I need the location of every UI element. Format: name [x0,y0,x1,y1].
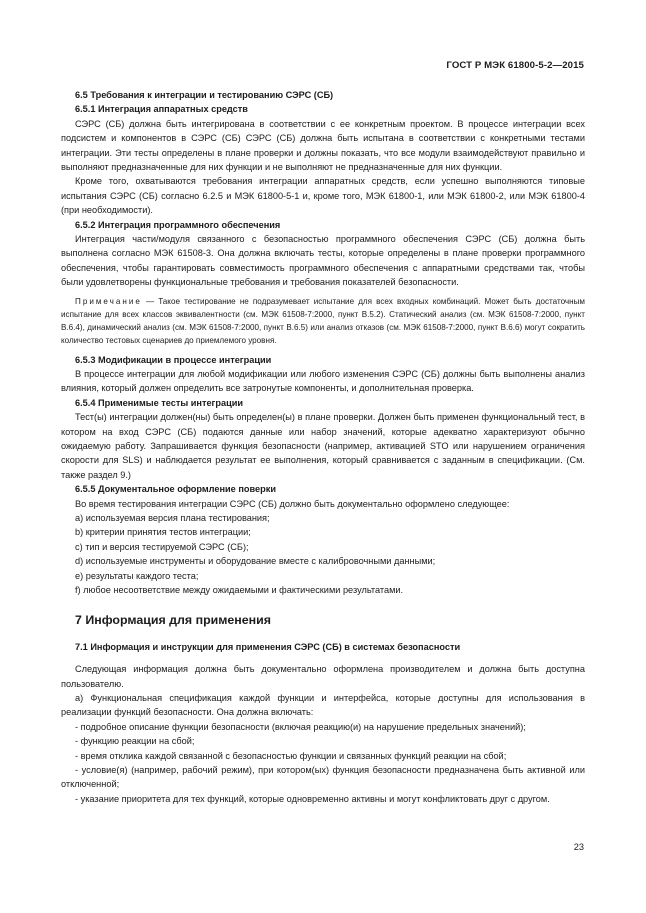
section-6-5-4-title: 6.5.4 Применимые тесты интеграции [75,397,244,408]
section-6-5-title: 6.5 Требования к интеграции и тестированию СЭРС (СБ) [75,90,334,100]
list-item: e) результаты каждого теста; [75,570,199,581]
paragraph: В процессе интеграции для любой модификации или любого изменения СЭРС (СБ) должны быть выполнены анализ влияния, который должен определить все затронутые компоненты, и дополнительная проверка. [61,368,585,394]
note-label: Примечание [75,296,142,306]
section-6-5-1-title: 6.5.1 Интеграция аппаратных средств [75,104,248,115]
paragraph: СЭРС (СБ) должна быть интегрирована в соответствии с ее конкретным проектом. В процессе интеграции всех подсистем и компонентов в СЭРС (СБ) СЭРС (СБ) должна быть испытана в соответствии с конкретными тестами интеграции. Эти тесты определены в плане проверки и должны показать, что все модули взаимодействуют правильно и выполняют предназначенные для них функции и не выполняют не предназначенные для них функции. [61,118,585,173]
list-item: f) любое несоответствие между ожидаемыми и фактическими результатами. [75,585,404,595]
section-6-5-5-title: 6.5.5 Документальное оформление поверки [75,484,276,495]
section-6-5-3-title: 6.5.3 Модификации в процессе интеграции [75,354,272,365]
bullet-item: - указание приоритета для тех функций, которые одновременно активны и могут конфликтовать друг с другом. [75,793,550,804]
section-7-title: 7 Информация для применения [75,613,272,628]
note-text: — Такое тестирование не подразумевает испытание для всех входных комбинаций. Может быть достаточным испытание для всех классов эквивалентности (см. МЭК 61508-7:2000, пункт В.5.2). Статический анализ (см. МЭК 61508-7:2000, пункт В.6.4), динамический анализ (см. МЭК 61508-7:2000, пункт В.6.5) или анализ отказов (см. МЭК 61508-7:2000, пункт В.6.6) могут сократить количество тестовых сценариев до приемлемого уровня. [61,296,585,346]
bullet-item: - функцию реакции на сбой; [75,736,195,747]
list-item: а) используемая версия плана тестирования; [75,512,270,523]
paragraph: Кроме того, охватываются требования интеграции аппаратных средств, если успешно выполняются типовые испытания СЭРС (СБ) согласно 6.2.5 и МЭК 61800-5-1 и, кроме того, МЭК 61800-1, или МЭК 61800-2, или МЭК 61800-4 (при необходимости). [61,176,585,216]
document-code: ГОСТ Р МЭК 61800-5-2—2015 [446,60,584,71]
bullet-item: - время отклика каждой связанной с безопасностью функции и связанных функций реакции на сбой; [75,750,507,761]
paragraph: Интеграция части/модуля связанного с безопасностью программного обеспечения СЭРС (СБ) должна быть выполнена согласно МЭК 61508-3. Она должна включать тесты, которые определены в плане проверки программного обеспечения, чтобы гарантировать совместимость программного обеспечения с аппаратными средствами так, чтобы были удовлетворены функциональные требования и требования показателей безопасности. [61,234,585,288]
list-item: d) используемые инструменты и оборудование вместе с калибровочными данными; [75,556,436,567]
page-content [61,88,585,806]
bullet-item: - условие(я) (например, рабочий режим), при котором(ых) функция безопасности предназначена быть активной или отключенной; [61,765,585,790]
page-number: 23 [573,842,584,852]
bullet-item: - подробное описание функции безопасности (включая реакцию(и) на нарушение предельных значений); [75,721,526,732]
paragraph: Следующая информация должна быть документально оформлена производителем и должна быть доступна пользователю. [61,664,585,689]
list-item: b) критерии принятия тестов интеграции; [75,527,251,538]
list-item: c) тип и версия тестируемой СЭРС (СБ); [75,541,249,552]
section-7-1-title: 7.1 Информация и инструкции для применения СЭРС (СБ) в системах безопасности [75,641,461,652]
paragraph: Тест(ы) интеграции должен(ны) быть определен(ы) в плане проверки. Должен быть применен функциональный тест, в котором на вход СЭРС (СБ) подаются данные или набор значений, которые адекватно характеризуют обычно ожидаемую работу. Запрашивается функция безопасности (например, активацией STO или нарушением ограничения скорости для SLS) и наблюдается результат ее выполнения, который сравнивается с заданным в спецификации. (См. также раздел 9.) [61,412,585,480]
note [61,295,585,348]
section-6-5-2-title: 6.5.2 Интеграция программного обеспечения [75,219,281,230]
paragraph: Во время тестирования интеграции СЭРС (СБ) должно быть документально оформлено следующее: [75,498,510,509]
paragraph: а) Функциональная спецификация каждой функции и интерфейса, которые доступны для использования в реализации функций безопасности. Она должна включать: [61,693,585,718]
